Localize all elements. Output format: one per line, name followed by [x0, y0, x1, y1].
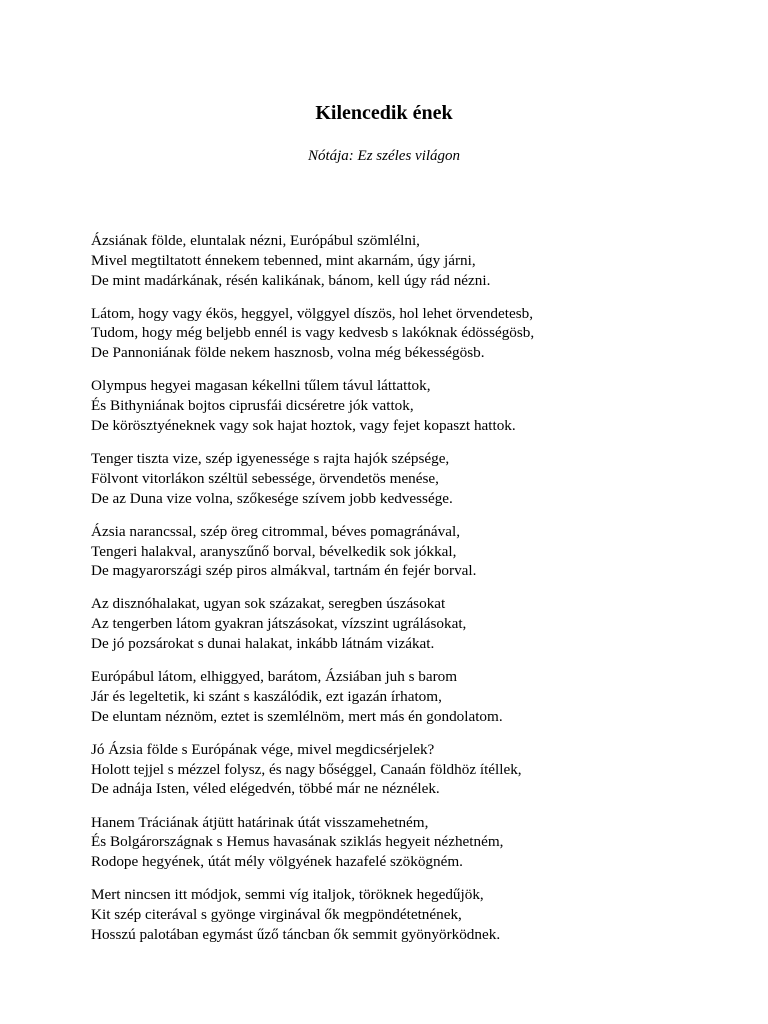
poem-line: Jár és legeltetik, ki szánt s kaszálódik, ezt igazán írhatom,: [91, 687, 442, 705]
poem-line: Mivel megtiltatott énnekem tebenned, mint akarnám, úgy járni,: [91, 251, 476, 269]
poem-line: De körösztyéneknek vagy sok hajat hoztok, vagy fejet kopaszt hattok.: [91, 416, 516, 434]
poem-line: Kit szép citerával s gyönge virginával ők megpöndétetnének,: [91, 905, 462, 923]
stanza-10: [91, 885, 751, 958]
poem-line: De Pannoniának földe nekem hasznosb, volna még békességösb.: [91, 344, 485, 362]
page-subtitle: Nótája: Ez széles világon: [307, 148, 461, 164]
poem-line: Holott tejjel s mézzel folysz, és nagy bőséggel, Canaán földhöz ítéllek,: [91, 760, 522, 778]
poem-line: Az disznóhalakat, ugyan sok százakat, seregben úszásokat: [91, 595, 446, 613]
poem-line: Rodope hegyének, útát mély völgyének hazafelé szökögném.: [91, 853, 463, 871]
poem-line: Az tengerben látom gyakran játszásokat, vízszint ugrálásokat,: [91, 615, 467, 633]
stanza-9: [91, 813, 751, 886]
poem-line: Olympus hegyei magasan kékellni tűlem távul láttattok,: [91, 377, 431, 395]
poem-line: De mint madárkának, résén kalikának, bánom, kell úgy rád nézni.: [91, 271, 491, 289]
stanza-2: [91, 304, 751, 377]
poem-line: De eluntam néznöm, eztet is szemlélnöm, mert más én gondolatom.: [91, 707, 503, 725]
poem-line: De adnája Isten, véled elégedvén, többé már ne néznélek.: [91, 780, 440, 798]
stanza-4: [91, 449, 751, 522]
poem-line: Ázsiának földe, eluntalak nézni, Európábul szömlélni,: [91, 232, 420, 249]
poem-line: Ázsia narancssal, szép öreg citrommal, béves pomagránával,: [91, 522, 460, 540]
poem-line: Hosszú palotában egymást űző táncban ők semmit gyönyörködnek.: [91, 925, 501, 943]
poem-body: [91, 231, 751, 958]
poem-line: De jó pozsárokat s dunai halakat, inkább látnám vizákat.: [91, 635, 435, 653]
poem-line: Tengeri halakval, aranyszűnő borval, bévelkedik sok jókkal,: [91, 542, 457, 560]
poem-line: Mert nincsen itt módjok, semmi víg italjok, töröknek hegedűjök,: [91, 886, 484, 904]
poem-line: Fölvont vitorlákon széltül sebessége, örvendetös menése,: [91, 469, 439, 487]
stanza-8: [91, 740, 751, 813]
poem-line: Jó Ázsia földe s Európának vége, mivel megdicsérjelek?: [91, 740, 435, 758]
stanza-5: [91, 522, 751, 595]
poem-line: Tenger tiszta vize, szép igyenessége s rajta hajók szépsége,: [91, 450, 450, 468]
poem-line: Európábul látom, elhiggyed, barátom, Ázsiában juh s barom: [91, 668, 458, 686]
poem-line: De magyarországi szép piros almákval, tartnám én fejér borval.: [91, 562, 477, 580]
poem-line: Látom, hogy vagy ékös, heggyel, völggyel díszös, hol lehet örvendetesb,: [91, 304, 534, 322]
poem-line: Hanem Tráciának átjütt határinak útát visszamehetném,: [91, 813, 429, 831]
poem-line: Tudom, hogy még beljebb ennél is vagy kedvesb s lakóknak édösségösb,: [91, 324, 535, 342]
stanza-6: [91, 594, 751, 667]
page-title: Kilencedik ének: [315, 102, 453, 124]
poem-line: De az Duna vize volna, szőkesége szívem jobb kedvessége.: [91, 489, 453, 507]
poem-line: És Bithyniának bojtos ciprusfái dicséretre jók vattok,: [91, 397, 414, 415]
stanza-1: [91, 231, 751, 304]
poem-line: És Bolgárországnak s Hemus havasának sziklás hegyeit nézhetném,: [91, 833, 504, 851]
stanza-7: [91, 667, 751, 740]
stanza-3: [91, 376, 751, 449]
